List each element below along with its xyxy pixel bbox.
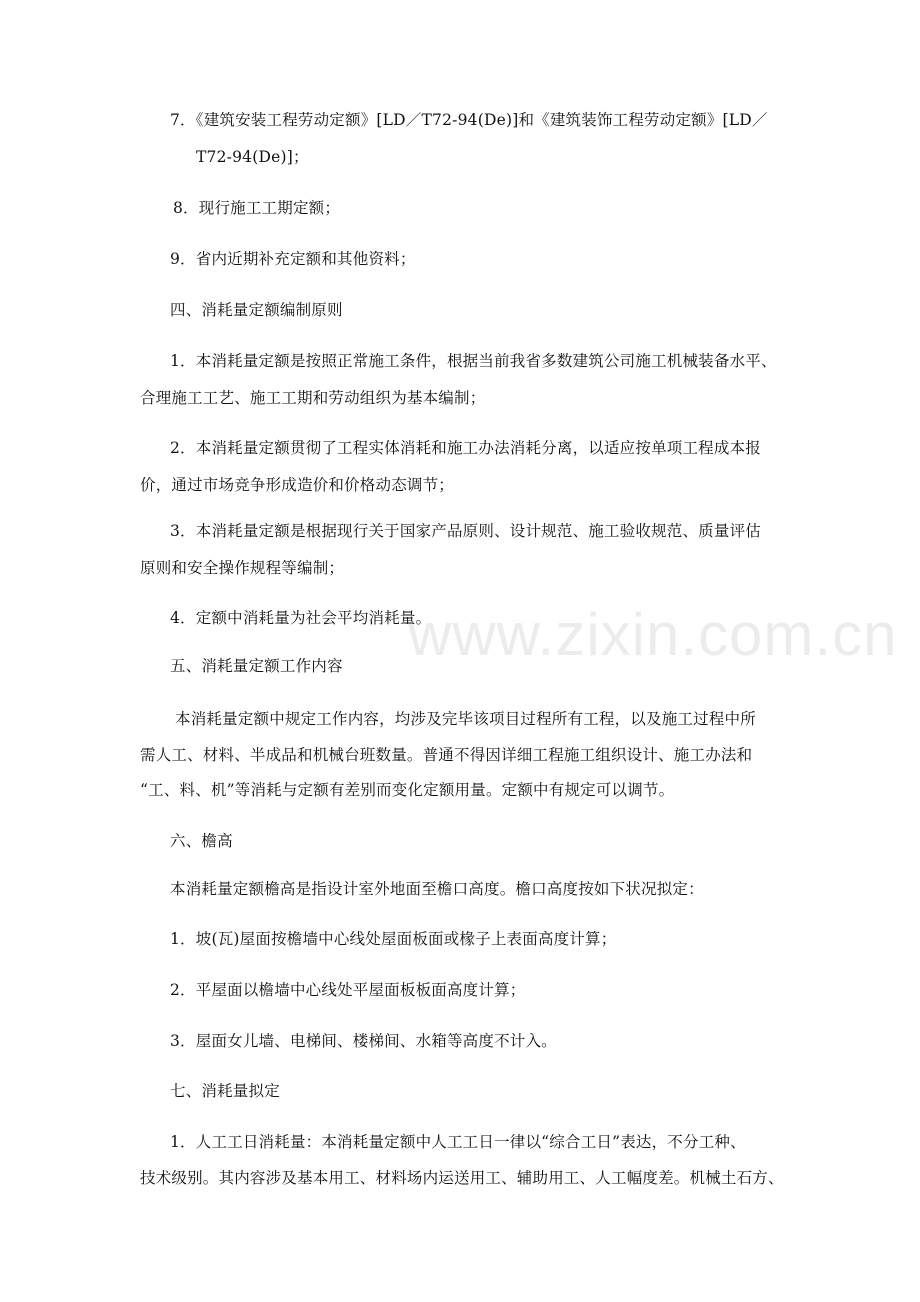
watermark: www.zixin.com.cn (408, 601, 898, 668)
text-line: 需人工、材料、半成品和机械台班数量。普通不得因详细工程施工组织设计、施工办法和 (140, 746, 753, 764)
text-line: 原则和安全操作规程等编制； (140, 559, 345, 577)
section-heading: 七、消耗量拟定 (170, 1082, 280, 1100)
text-line: 价，通过市场竞争形成造价和价格动态调节； (140, 476, 455, 494)
text-line: 1．人工工日消耗量：本消耗量定额中人工工日一律以“综合工日”表达，不分工种、 (170, 1133, 746, 1151)
text-line: 1．坡(瓦)屋面按檐墙中心线处屋面板面或椽子上表面高度计算； (170, 930, 617, 948)
text-line: 1．本消耗量定额是按照正常施工条件，根据当前我省多数建筑公司施工机械装备水平、 (170, 352, 777, 370)
text-line: T72-94(De)]； (196, 148, 309, 166)
section-heading: 六、檐高 (170, 832, 233, 850)
text-line: 技术级别。其内容涉及基本用工、材料场内运送用工、辅助用工、人工幅度差。机械土石方、 (140, 1169, 784, 1187)
text-line: 2．平屋面以檐墙中心线处平屋面板板面高度计算； (170, 981, 526, 999)
text-line: 4．定额中消耗量为社会平均消耗量。 (170, 609, 432, 627)
text-line: 合理施工工艺、施工工期和劳动组织为基本编制； (140, 389, 486, 407)
text-line: 本消耗量定额中规定工作内容，均涉及完毕该项目过程所有工程，以及施工过程中所 (175, 710, 756, 728)
text-line: 3．本消耗量定额是根据现行关于国家产品原则、设计规范、施工验收规范、质量评估 (170, 522, 761, 540)
text-line: 7．《建筑安装工程劳动定额》[LD／T72-94(De)]和《建筑装饰工程劳动定额》[LD／ (170, 111, 768, 129)
text-line: 本消耗量定额檐高是指设计室外地面至檐口高度。檐口高度按如下状况拟定： (170, 880, 704, 898)
section-heading: 四、消耗量定额编制原则 (170, 301, 343, 319)
text-line: 8．现行施工工期定额； (173, 199, 341, 217)
text-line: 3．屋面女儿墙、电梯间、楼梯间、水箱等高度不计入。 (170, 1032, 557, 1050)
text-line: “工、料、机”等消耗与定额有差别而变化定额用量。定额中有规定可以调节。 (140, 781, 675, 799)
text-line: 2．本消耗量定额贯彻了工程实体消耗和施工办法消耗分离，以适应按单项工程成本报 (170, 439, 761, 457)
text-line: 9．省内近期补充定额和其他资料； (170, 250, 416, 268)
section-heading: 五、消耗量定额工作内容 (170, 657, 343, 675)
